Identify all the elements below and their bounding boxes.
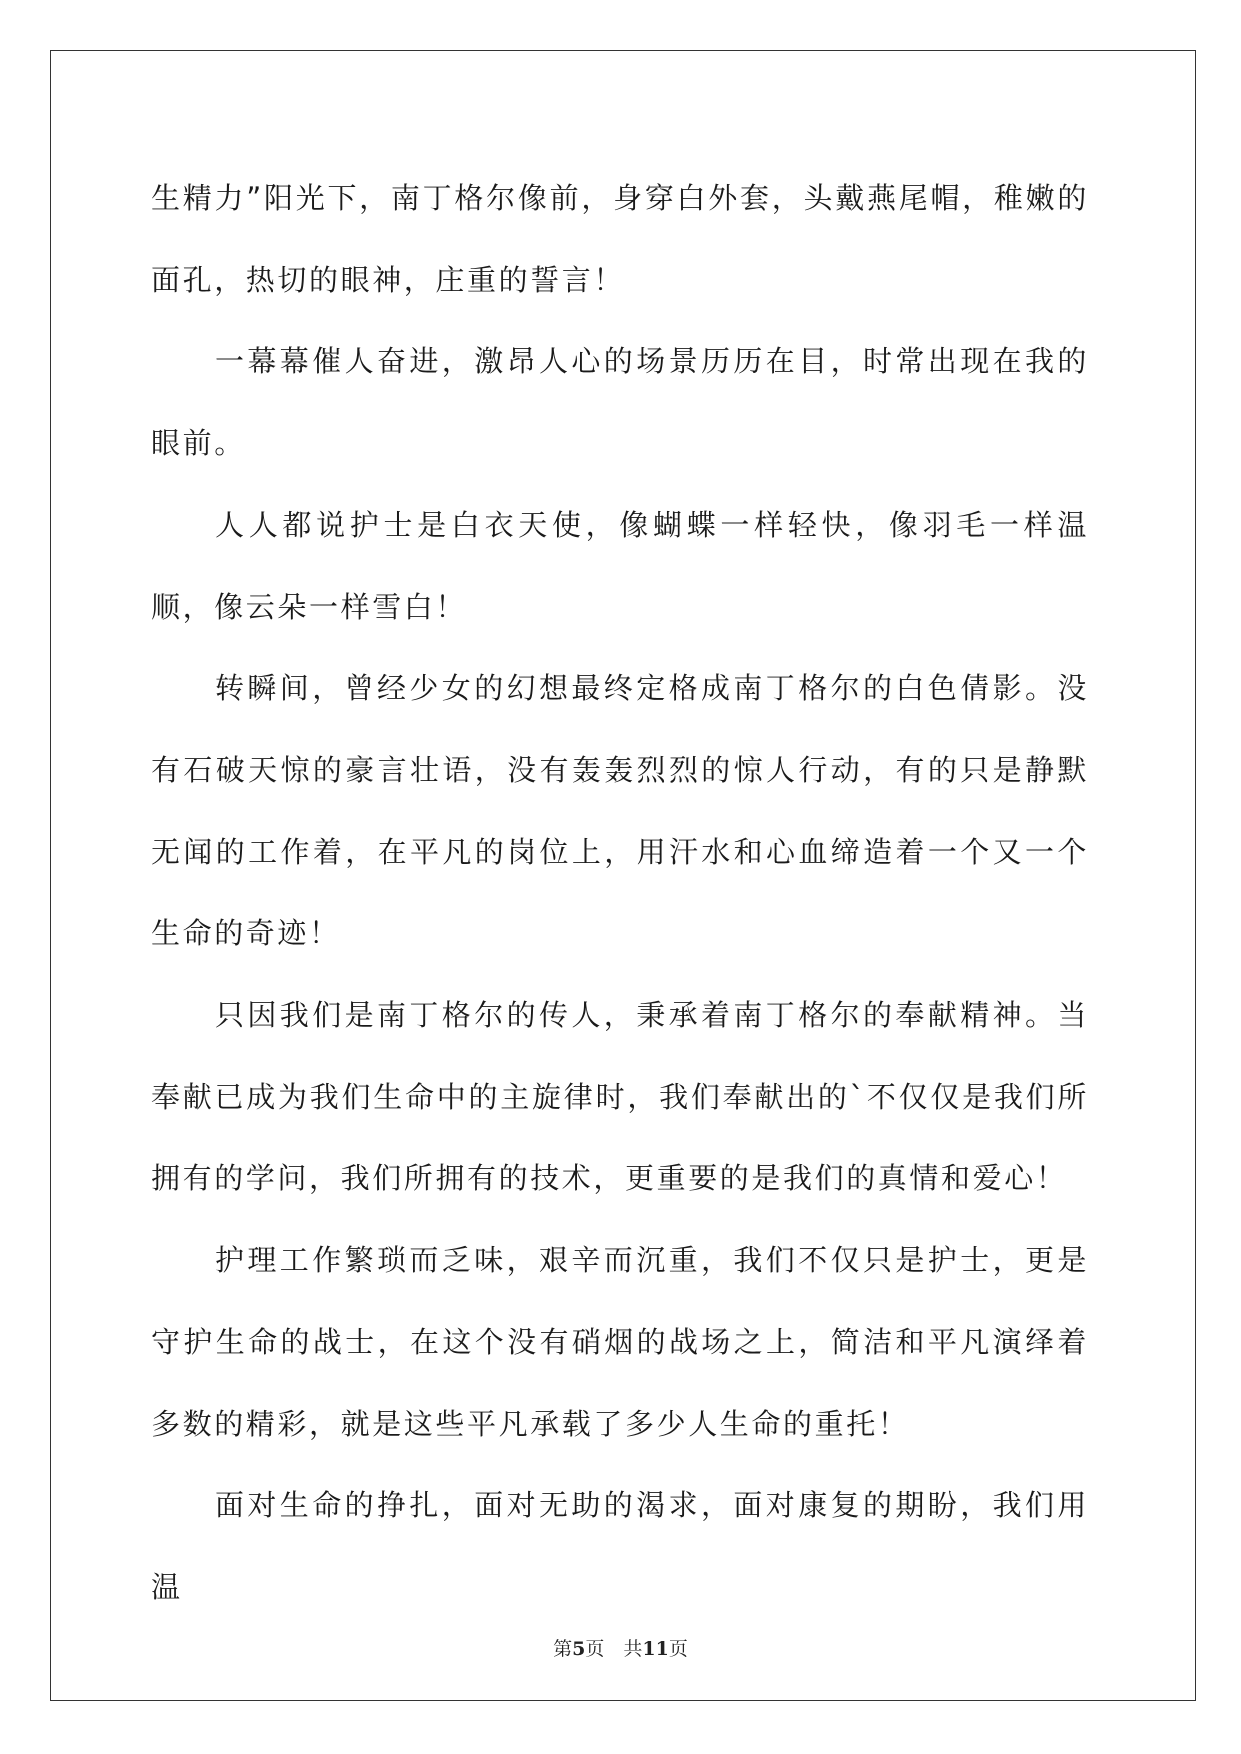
document-body: [151, 158, 1089, 1629]
footer-suffix: 页: [668, 1638, 688, 1660]
page-footer: [0, 1634, 1241, 1661]
paragraph-5: 只因我们是南丁格尔的传人，秉承着南丁格尔的奉献精神。当奉献已成为我们生命中的主旋律时，我们奉献出的`不仅仅是我们所拥有的学问，我们所拥有的技术，更重要的是我们的真情和爱心！: [151, 998, 1089, 1196]
paragraph-6: 护理工作繁琐而乏味，艰辛而沉重，我们不仅只是护士，更是守护生命的战士，在这个没有硝烟的战场之上，简洁和平凡演绎着多数的精彩，就是这些平凡承载了多少人生命的重托！: [151, 1243, 1089, 1441]
paragraph-3: 人人都说护士是白衣天使，像蝴蝶一样轻快，像羽毛一样温顺，像云朵一样雪白！: [151, 507, 1089, 624]
paragraph-2: 一幕幕催人奋进，激昂人心的场景历历在目，时常出现在我的眼前。: [151, 344, 1089, 461]
paragraph-4: 转瞬间，曾经少女的幻想最终定格成南丁格尔的白色倩影。没有石破天惊的豪言壮语，没有轰轰烈烈的惊人行动，有的只是静默无闻的工作着，在平凡的岗位上，用汗水和心血缔造着一个又一个生命的奇迹！: [151, 671, 1089, 951]
footer-prefix: 第: [553, 1638, 573, 1660]
paragraph-1: 生精力”阳光下，南丁格尔像前，身穿白外套，头戴燕尾帽，稚嫩的面孔，热切的眼神，庄重的誓言！: [151, 181, 1089, 297]
paragraph-7: 面对生命的挣扎，面对无助的渴求，面对康复的期盼，我们用温: [151, 1488, 1089, 1604]
footer-mid: 页 共: [585, 1638, 643, 1660]
footer-total-pages: 11: [642, 1638, 669, 1660]
footer-current-page: 5: [572, 1638, 586, 1660]
